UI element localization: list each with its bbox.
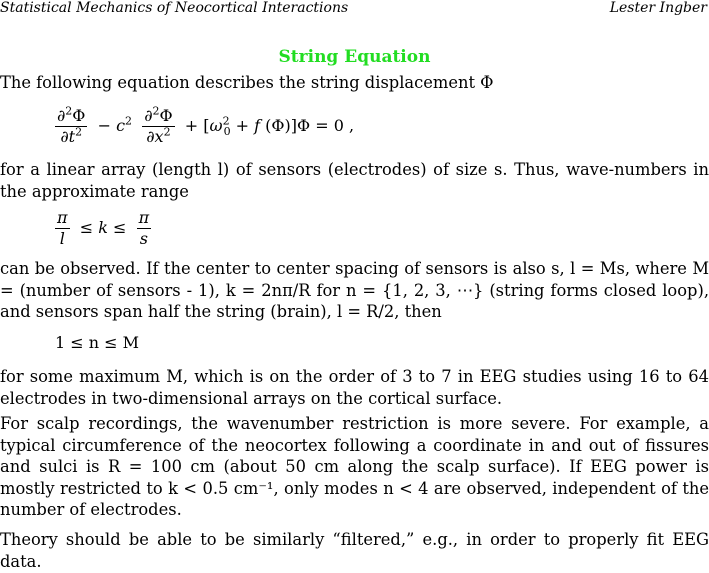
- header-title: Statistical Mechanics of Neocortical Interactions: [0, 0, 349, 16]
- running-header: [0, 0, 709, 18]
- header-author: Lester Ingber: [609, 0, 707, 16]
- equation-mode-bound: [55, 334, 139, 352]
- paragraph-5: For scalp recordings, the wavenumber restriction is more severe. For example, a typical circumference of the neocortex following a coordinate in and out of fissures and sulci is R = 100 cm (about 50 cm along the scalp surface). If EEG power is mostly restricted to k < 0.5 cm⁻¹, only modes n < 4 are observed, independent of the number of electrodes.: [0, 414, 709, 519]
- equation-text: 1 ≤ n ≤ M: [55, 333, 140, 352]
- paragraph-1: The following equation describes the string displacement Φ: [0, 73, 494, 92]
- paragraph-4: for some maximum M, which is on the order of 3 to 7 in EEG studies using 16 to 64 electrodes in two-dimensional arrays on the cortical surface.: [0, 367, 709, 408]
- section-title: String Equation: [278, 47, 431, 67]
- equation-wavenumber-range: $\frac{\pi}{l}$ ≤ k ≤ $\frac{\pi}{s}$: [57, 208, 150, 248]
- paragraph-2: for a linear array (length l) of sensors (electrodes) of size s. Thus, wave-numbers in the approximate range: [0, 160, 709, 201]
- equation-string-wave: $\frac{\partial^2\Phi}{\partial t^2}$ − $c^2$ $\frac{\partial^2\Phi}{\partial x^2}$ + [$\omega^2_0 + f$ (Φ)]Φ = 0 ,: [57, 104, 355, 146]
- paragraph-3: can be observed. If the center to center spacing of sensors is also s, l = Ms, where M = (number of sensors - 1), k = 2nπ/R for n = {1, 2, 3, ⋯} (string forms closed loop), and sensors span half the string (brain), l = R/2, then: [0, 259, 709, 321]
- paragraph-6: Theory should be able to be similarly “filtered,” e.g., in order to properly fit EEG data.: [0, 530, 709, 571]
